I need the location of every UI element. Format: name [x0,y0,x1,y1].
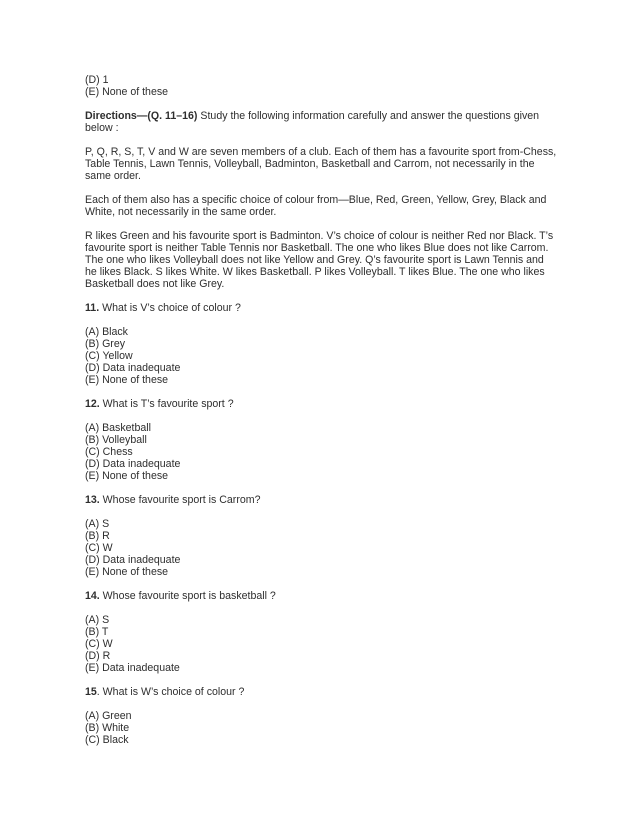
question-text: Whose favourite sport is basketball ? [99,590,276,602]
paragraph-line: Basketball does not like Grey. [85,278,225,290]
question-number: 13. [85,494,100,506]
option-line: (E) None of these [85,86,169,98]
question-15 [85,686,555,746]
paragraph-line: he likes Black. S likes White. W likes Basketball. P likes Volleyball. T likes Blue. The one who likes [85,266,545,278]
paragraph-line: R likes Green and his favourite sport is Badminton. V’s choice of colour is neither Red nor Black. T’s [85,230,554,242]
question-text: . What is W’s choice of colour ? [96,686,245,698]
clues-paragraph [85,230,555,290]
answer-option: (C) Yellow [85,350,133,362]
spacer [85,482,555,494]
question-text: What is V’s choice of colour ? [99,302,241,314]
paragraph-line: same order. [85,170,141,182]
question-12 [85,398,555,482]
previous-question-options [85,74,555,98]
club-members-paragraph [85,146,555,182]
spacer [85,386,555,398]
directions-paragraph [85,110,555,134]
answer-option: (B) R [85,530,110,542]
answer-option: (E) None of these [85,566,169,578]
spacer [85,314,555,326]
spacer [85,98,555,110]
answer-option: (E) None of these [85,470,169,482]
question-stem [85,302,555,314]
answer-option: (C) W [85,638,113,650]
spacer [85,698,555,710]
answer-option: (D) Data inadequate [85,554,181,566]
paragraph-line: White, not necessarily in the same order. [85,206,277,218]
question-text: What is T’s favourite sport ? [99,398,234,410]
spacer [85,134,555,146]
question-stem [85,494,555,506]
answer-option: (C) Black [85,734,129,746]
answer-option: (B) T [85,626,109,638]
answer-option: (C) W [85,542,113,554]
spacer [85,410,555,422]
directions-line [85,110,555,122]
answer-option: (A) Black [85,326,128,338]
directions-label: Directions—(Q. 11–16) [85,110,198,122]
paragraph-line: P, Q, R, S, T, V and W are seven members of a club. Each of them has a favourite sport from-Chess, [85,146,557,158]
answer-option: (A) S [85,614,110,626]
spacer [85,578,555,590]
answer-option: (C) Chess [85,446,133,458]
answer-option: (B) Volleyball [85,434,147,446]
question-number: 12. [85,398,100,410]
spacer [85,182,555,194]
spacer [85,506,555,518]
colour-choice-paragraph [85,194,555,218]
paragraph-line: Table Tennis, Lawn Tennis, Volleyball, Badminton, Basketball and Carrom, not necessarily in the [85,158,535,170]
question-13 [85,494,555,578]
answer-option: (E) Data inadequate [85,662,180,674]
answer-option: (B) White [85,722,130,734]
directions-text: Study the following information carefully and answer the questions given [197,110,540,122]
question-stem [85,686,555,698]
answer-option: (D) Data inadequate [85,362,181,374]
answer-option: (A) S [85,518,110,530]
answer-option: (E) None of these [85,374,169,386]
paragraph-line: favourite sport is neither Table Tennis nor Basketball. The one who likes Blue does not like Carrom. [85,242,549,254]
question-text: Whose favourite sport is Carrom? [99,494,261,506]
spacer [85,218,555,230]
option-line: (D) 1 [85,74,109,86]
question-11 [85,302,555,386]
question-number: 15 [85,686,97,698]
question-stem [85,590,555,602]
spacer [85,290,555,302]
answer-option: (B) Grey [85,338,126,350]
answer-option: (D) Data inadequate [85,458,181,470]
paragraph-line: Each of them also has a specific choice of colour from—Blue, Red, Green, Yellow, Grey, Black and [85,194,547,206]
question-14 [85,590,555,674]
answer-option: (A) Basketball [85,422,151,434]
spacer [85,674,555,686]
directions-line: below : [85,122,119,134]
paragraph-line: The one who likes Volleyball does not like Yellow and Grey. Q’s favourite sport is Lawn Tennis and [85,254,544,266]
answer-option: (D) R [85,650,111,662]
question-number: 14. [85,590,100,602]
question-stem [85,398,555,410]
spacer [85,602,555,614]
document-page [85,74,555,746]
answer-option: (A) Green [85,710,132,722]
question-number: 11. [85,302,100,314]
